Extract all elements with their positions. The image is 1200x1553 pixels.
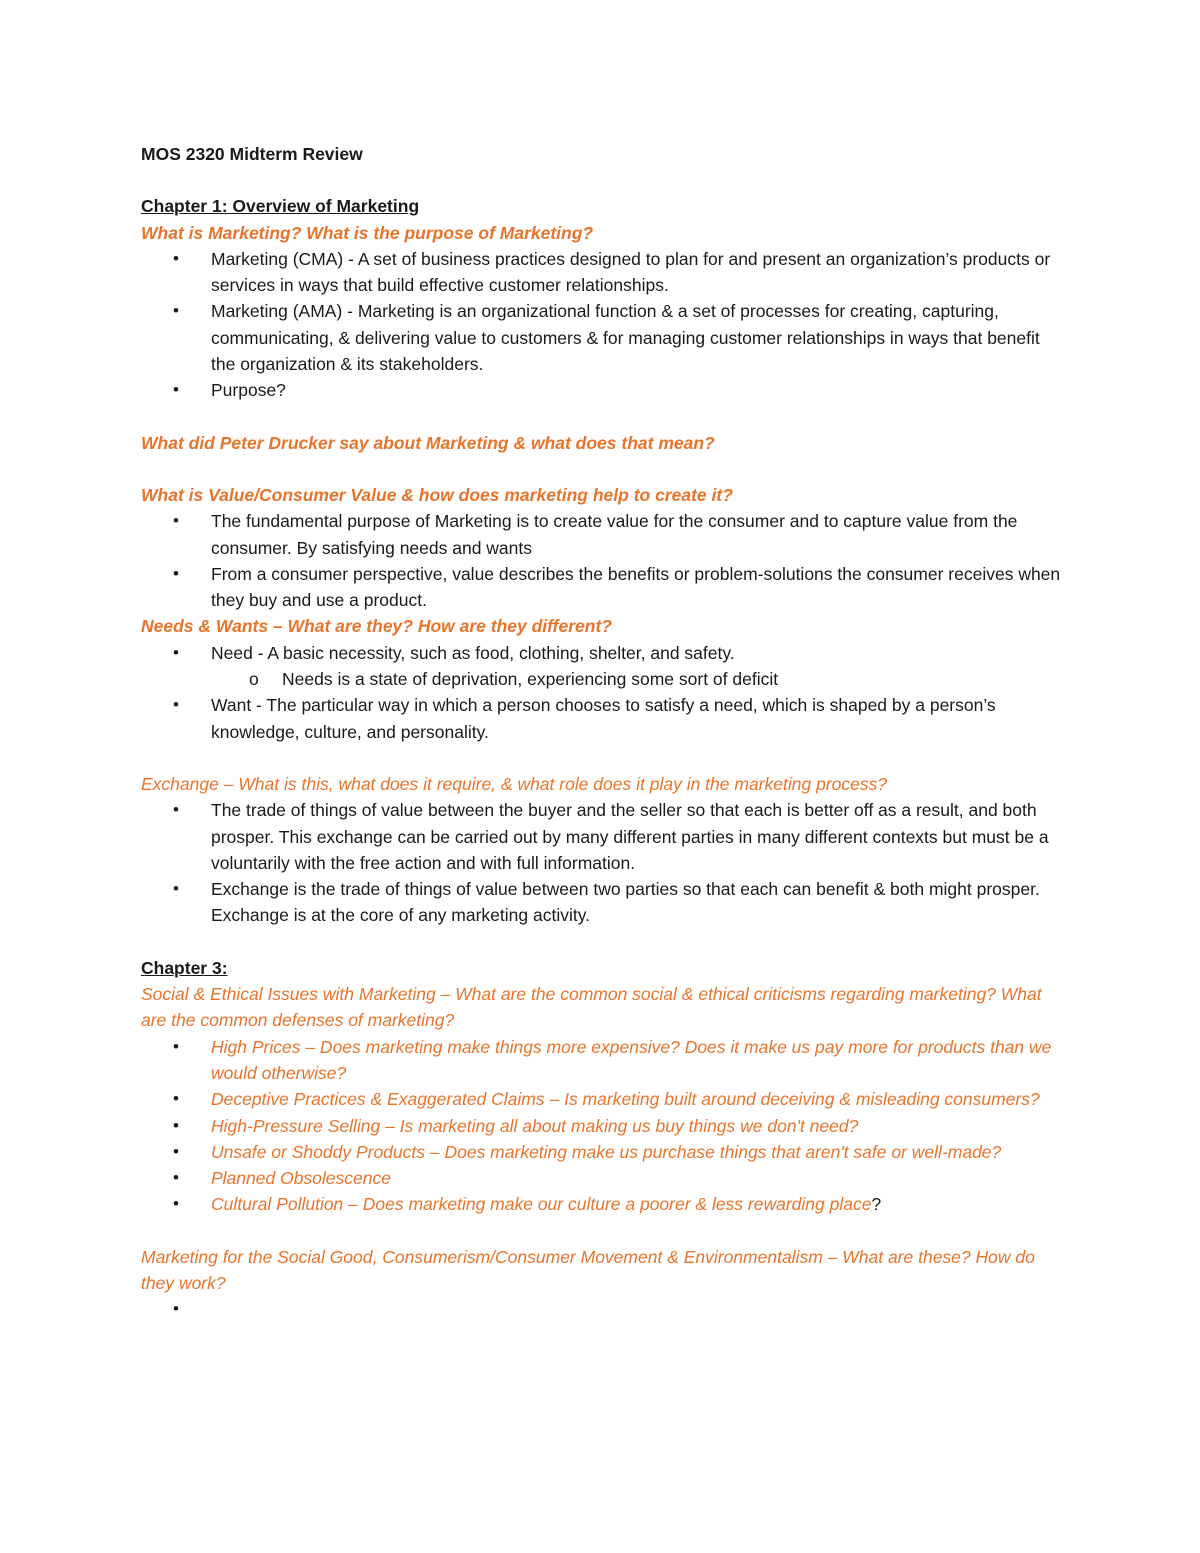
list-item: • From a consumer perspective, value describes the benefits or problem-solutions the consumer receives when they buy and use a product.: [141, 561, 1061, 614]
criticisms-list: [141, 1034, 1061, 1218]
question-social-good: Marketing for the Social Good, Consumerism/Consumer Movement & Environmentalism – What are these? How do they work?: [141, 1246, 1035, 1293]
marketing-definitions-list: [141, 246, 1061, 404]
list-item: • The trade of things of value between the buyer and the seller so that each is better off as a result, and both prosper. This exchange can be carried out by many different parties in many different contexts but must be a voluntarily with the free action and with full information.: [141, 797, 1061, 876]
list-item: • High Prices – Does marketing make things more expensive? Does it make us pay more for products than we would otherwise?: [141, 1034, 1061, 1087]
bullet-icon: •: [173, 1115, 179, 1135]
chapter-3-heading: Chapter 3:: [141, 957, 228, 978]
bullet-icon: •: [173, 695, 179, 715]
question-what-is-marketing: What is Marketing? What is the purpose of Marketing?: [141, 222, 594, 243]
bullet-icon: •: [173, 511, 179, 531]
circle-bullet-icon: o: [249, 669, 259, 690]
list-item: • Need - A basic necessity, such as food, clothing, shelter, and safety.: [141, 640, 1061, 666]
bullet-icon: •: [173, 301, 179, 321]
bullet-icon: •: [173, 563, 179, 583]
question-consumer-value: What is Value/Consumer Value & how does marketing help to create it?: [141, 484, 733, 505]
trailing-question-mark: ?: [871, 1194, 882, 1215]
needs-sub-list: [141, 666, 1061, 692]
question-exchange: Exchange – What is this, what does it require, & what role does it play in the marketing process?: [141, 773, 888, 794]
bullet-icon: •: [173, 642, 179, 662]
chapter-1-heading: Chapter 1: Overview of Marketing: [141, 196, 420, 217]
bullet-icon: •: [173, 1089, 179, 1109]
social-good-list: [141, 1296, 1061, 1322]
list-item: • High-Pressure Selling – Is marketing all about making us buy things we don't need?: [141, 1113, 1061, 1139]
bullet-icon: •: [173, 879, 179, 899]
list-item: • Unsafe or Shoddy Products – Does marketing make us purchase things that aren't safe or well-made?: [141, 1139, 1061, 1165]
list-item: • Marketing (CMA) - A set of business practices designed to plan for and present an organization’s products or services in ways that build effective customer relationships.: [141, 246, 1061, 299]
list-item: [141, 1296, 1061, 1322]
list-item: • Purpose?: [141, 377, 1061, 403]
bullet-icon: •: [173, 380, 179, 400]
exchange-list: [141, 797, 1061, 928]
bullet-icon: •: [173, 1194, 179, 1214]
bullet-icon: •: [173, 248, 179, 268]
bullet-icon: •: [173, 1036, 179, 1056]
document-page: [141, 141, 1061, 1323]
question-social-ethical-issues: Social & Ethical Issues with Marketing – What are the common social & ethical criticisms regarding marketing? What are the common defenses of marketing?: [141, 984, 1042, 1031]
bullet-icon: •: [173, 1168, 179, 1188]
list-item: • Cultural Pollution – Does marketing make our culture a poorer & less rewarding place?: [141, 1191, 1061, 1217]
list-item: o Needs is a state of deprivation, experiencing some sort of deficit: [141, 666, 1061, 692]
list-item: • Planned Obsolescence: [141, 1165, 1061, 1191]
question-peter-drucker: What did Peter Drucker say about Marketing & what does that mean?: [141, 432, 715, 453]
list-item: • Want - The particular way in which a person chooses to satisfy a need, which is shaped by a person’s knowledge, culture, and personality.: [141, 692, 1061, 745]
bullet-icon: •: [173, 800, 179, 820]
wants-list: [141, 692, 1061, 745]
bullet-icon: •: [173, 1141, 179, 1161]
list-item: • Deceptive Practices & Exaggerated Claims – Is marketing built around deceiving & misleading consumers?: [141, 1086, 1061, 1112]
list-item: • The fundamental purpose of Marketing is to create value for the consumer and to capture value from the consumer. By satisfying needs and wants: [141, 508, 1061, 561]
document-title: MOS 2320 Midterm Review: [141, 144, 363, 164]
value-list: [141, 508, 1061, 613]
list-item: • Exchange is the trade of things of value between two parties so that each can benefit & both might prosper. Exchange is at the core of any marketing activity.: [141, 876, 1061, 929]
needs-wants-list: [141, 640, 1061, 666]
question-needs-wants: Needs & Wants – What are they? How are they different?: [141, 616, 612, 637]
list-item: • Marketing (AMA) - Marketing is an organizational function & a set of processes for creating, capturing, communicating, & delivering value to customers & for managing customer relationships in ways that benefit the organization & its stakeholders.: [141, 298, 1061, 377]
bullet-icon: •: [173, 1299, 179, 1319]
